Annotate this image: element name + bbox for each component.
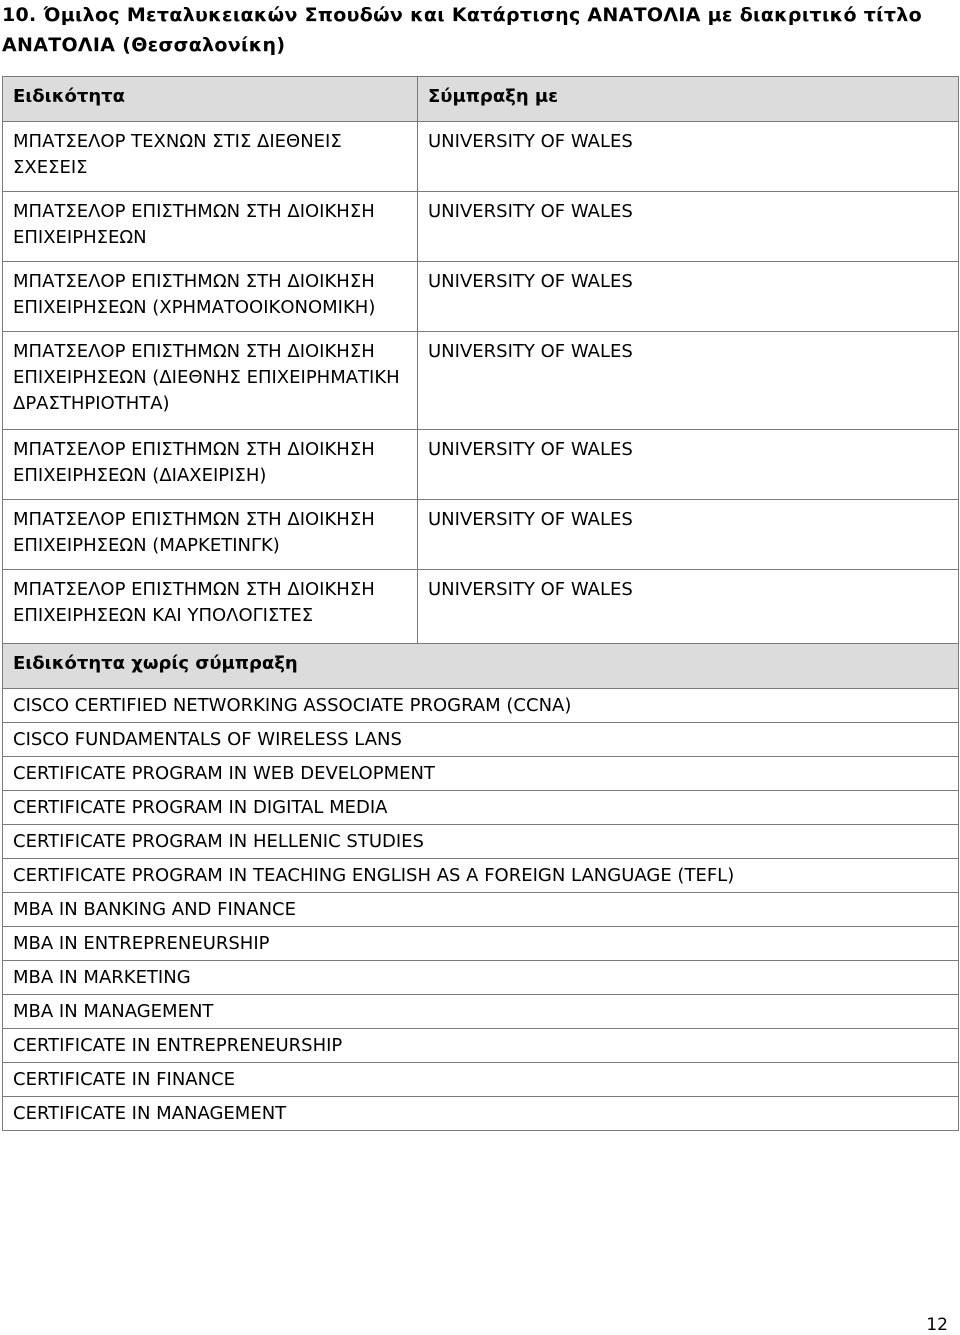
partner-cell: UNIVERSITY OF WALES	[418, 332, 959, 430]
program-cell: CERTIFICATE IN ENTREPRENEURSHIP	[3, 1029, 959, 1063]
program-cell: MBA IN ENTREPRENEURSHIP	[3, 927, 959, 961]
table-row	[3, 723, 959, 757]
header-specialty: Ειδικότητα	[3, 77, 418, 122]
partner-cell: UNIVERSITY OF WALES	[418, 570, 959, 644]
program-cell: CERTIFICATE PROGRAM IN DIGITAL MEDIA	[3, 791, 959, 825]
table-row	[3, 430, 959, 500]
table-row	[3, 893, 959, 927]
table-row	[3, 927, 959, 961]
table-row	[3, 961, 959, 995]
table-row	[3, 1097, 959, 1131]
table-row	[3, 192, 959, 262]
program-cell: MBA IN MANAGEMENT	[3, 995, 959, 1029]
no-partner-header-row	[3, 644, 959, 689]
table-row	[3, 262, 959, 332]
partner-cell: UNIVERSITY OF WALES	[418, 262, 959, 332]
program-cell: CISCO CERTIFIED NETWORKING ASSOCIATE PROGRAM (CCNA)	[3, 689, 959, 723]
header-partner: Σύμπραξη με	[418, 77, 959, 122]
header-no-partner: Ειδικότητα χωρίς σύμπραξη	[3, 644, 959, 689]
partner-cell: UNIVERSITY OF WALES	[418, 192, 959, 262]
table-row	[3, 825, 959, 859]
program-cell: MBA IN BANKING AND FINANCE	[3, 893, 959, 927]
table-row	[3, 791, 959, 825]
program-cell: CERTIFICATE IN FINANCE	[3, 1063, 959, 1097]
program-cell: CISCO FUNDAMENTALS OF WIRELESS LANS	[3, 723, 959, 757]
program-cell: CERTIFICATE PROGRAM IN HELLENIC STUDIES	[3, 825, 959, 859]
table-row	[3, 1063, 959, 1097]
table-row	[3, 995, 959, 1029]
page-heading: 10. Όμιλος Μεταλυκειακών Σπουδών και Κατάρτισης ΑΝΑΤΟΛΙΑ με διακριτικό τίτλο ΑΝΑΤΟΛΙΑ (Θεσσαλονίκη)	[2, 4, 922, 56]
specialty-cell: ΜΠΑΤΣΕΛΟΡ ΕΠΙΣΤΗΜΩΝ ΣΤΗ ΔΙΟΙΚΗΣΗ ΕΠΙΧΕΙΡΗΣΕΩΝ (ΔΙΕΘΝΗΣ ΕΠΙΧΕΙΡΗΜΑΤΙΚΗ ΔΡΑΣΤΗΡΙΟΤΗΤΑ)	[3, 332, 418, 430]
partner-cell: UNIVERSITY OF WALES	[418, 430, 959, 500]
table-row	[3, 757, 959, 791]
table-row	[3, 570, 959, 644]
partner-cell: UNIVERSITY OF WALES	[418, 122, 959, 192]
program-cell: CERTIFICATE PROGRAM IN TEACHING ENGLISH AS A FOREIGN LANGUAGE (TEFL)	[3, 859, 959, 893]
specialty-cell: ΜΠΑΤΣΕΛΟΡ ΕΠΙΣΤΗΜΩΝ ΣΤΗ ΔΙΟΙΚΗΣΗ ΕΠΙΧΕΙΡΗΣΕΩΝ	[3, 192, 418, 262]
table-row	[3, 689, 959, 723]
programs-table	[2, 76, 959, 1131]
partner-cell: UNIVERSITY OF WALES	[418, 500, 959, 570]
program-cell: MBA IN MARKETING	[3, 961, 959, 995]
table-row	[3, 1029, 959, 1063]
table-row	[3, 859, 959, 893]
specialty-cell: ΜΠΑΤΣΕΛΟΡ ΕΠΙΣΤΗΜΩΝ ΣΤΗ ΔΙΟΙΚΗΣΗ ΕΠΙΧΕΙΡΗΣΕΩΝ (ΔΙΑΧΕΙΡΙΣΗ)	[3, 430, 418, 500]
table-row	[3, 122, 959, 192]
program-cell: CERTIFICATE PROGRAM IN WEB DEVELOPMENT	[3, 757, 959, 791]
specialty-cell: ΜΠΑΤΣΕΛΟΡ ΕΠΙΣΤΗΜΩΝ ΣΤΗ ΔΙΟΙΚΗΣΗ ΕΠΙΧΕΙΡΗΣΕΩΝ ΚΑΙ ΥΠΟΛΟΓΙΣΤΕΣ	[3, 570, 418, 644]
program-cell: CERTIFICATE IN MANAGEMENT	[3, 1097, 959, 1131]
page-number: 12	[926, 1315, 948, 1335]
table-row	[3, 332, 959, 430]
specialty-cell: ΜΠΑΤΣΕΛΟΡ ΕΠΙΣΤΗΜΩΝ ΣΤΗ ΔΙΟΙΚΗΣΗ ΕΠΙΧΕΙΡΗΣΕΩΝ (ΜΑΡΚΕΤΙΝΓΚ)	[3, 500, 418, 570]
specialty-cell: ΜΠΑΤΣΕΛΟΡ ΕΠΙΣΤΗΜΩΝ ΣΤΗ ΔΙΟΙΚΗΣΗ ΕΠΙΧΕΙΡΗΣΕΩΝ (ΧΡΗΜΑΤΟΟΙΚΟΝΟΜΙΚΗ)	[3, 262, 418, 332]
specialty-cell: ΜΠΑΤΣΕΛΟΡ ΤΕΧΝΩΝ ΣΤΙΣ ΔΙΕΘΝΕΙΣ ΣΧΕΣΕΙΣ	[3, 122, 418, 192]
table-row	[3, 500, 959, 570]
table-header-row	[3, 77, 959, 122]
